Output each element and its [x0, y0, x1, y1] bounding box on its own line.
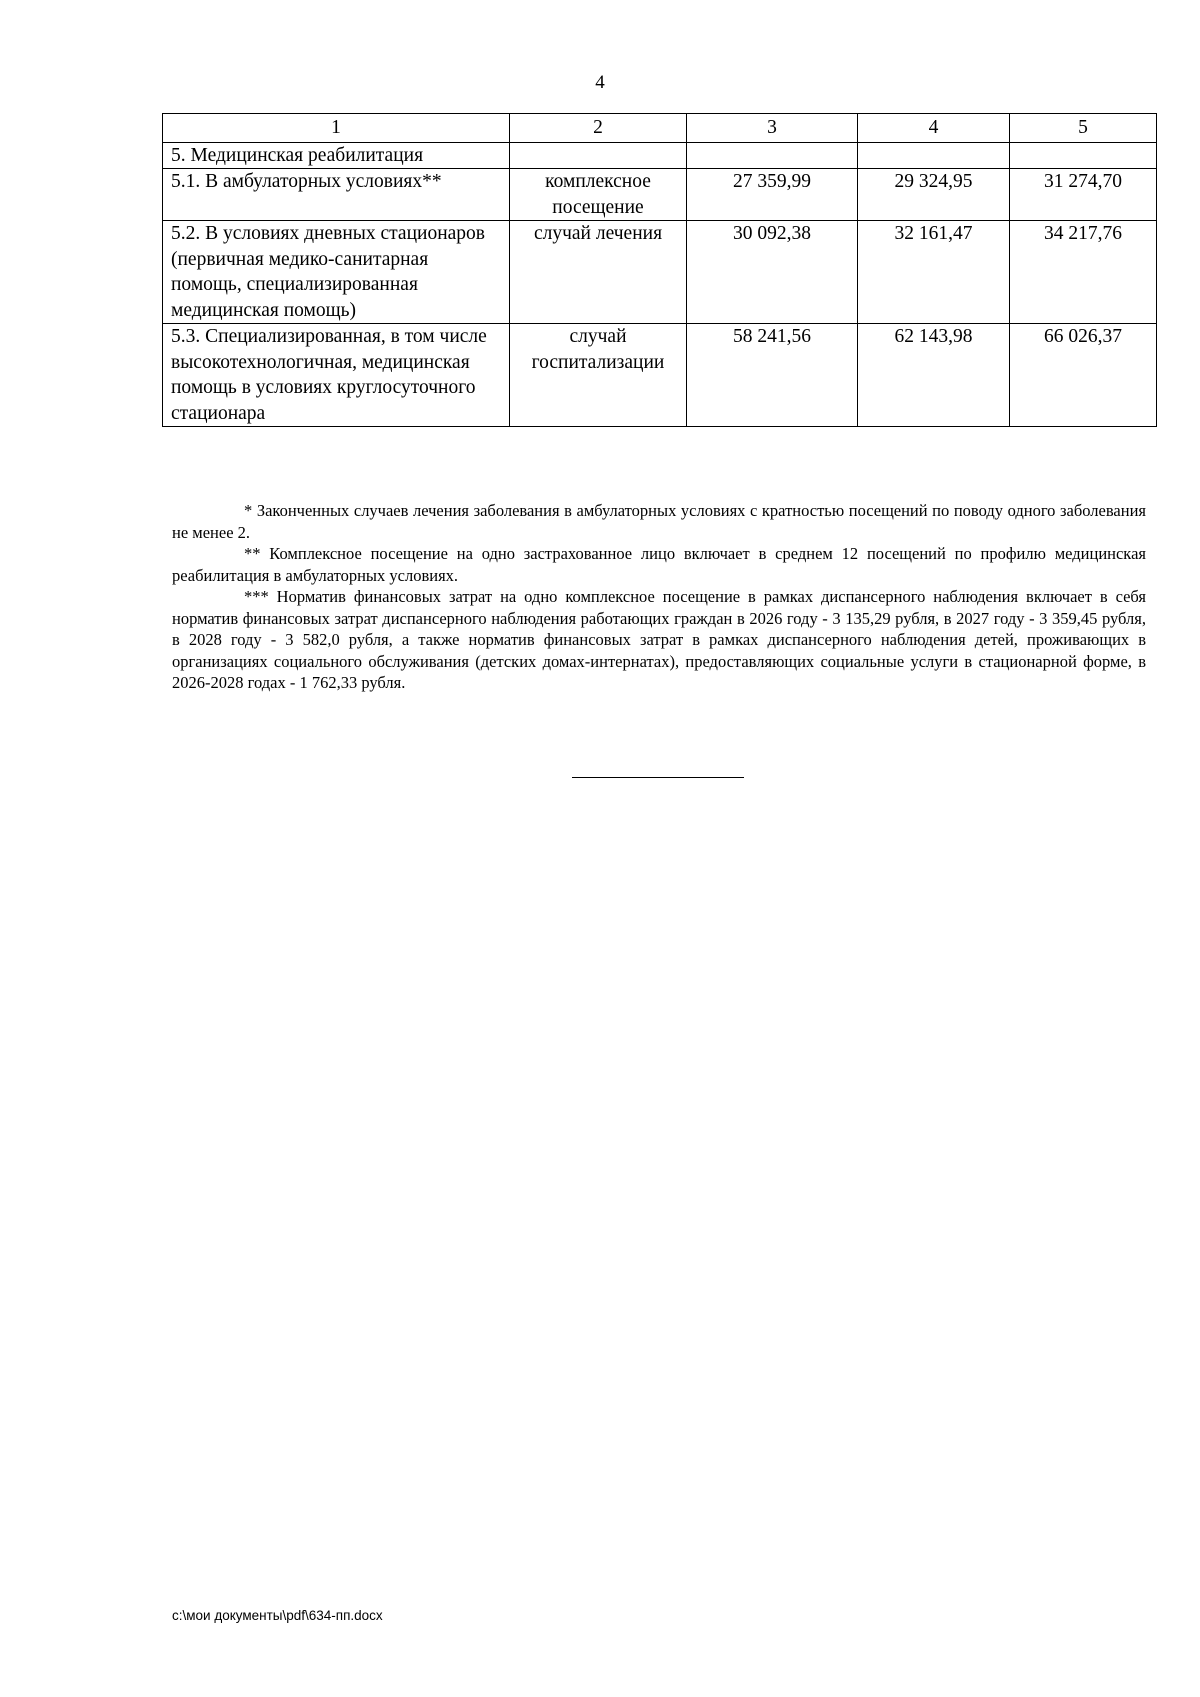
row-value-cell: 58 241,56 [687, 324, 858, 427]
row-value-cell: 30 092,38 [687, 221, 858, 324]
table-header-cell: 4 [858, 114, 1010, 143]
row-value-cell [1010, 142, 1157, 169]
row-value-cell: 27 359,99 [687, 169, 858, 221]
row-value-cell [858, 142, 1010, 169]
row-name-cell: 5.1. В амбулаторных условиях** [163, 169, 510, 221]
table-row [163, 324, 1157, 427]
table-header-cell: 3 [687, 114, 858, 143]
row-value-cell: 62 143,98 [858, 324, 1010, 427]
row-value-cell: 32 161,47 [858, 221, 1010, 324]
footnote-1: * Законченных случаев лечения заболевания в амбулаторных условиях с кратностью посещений по поводу одного заболевания не менее 2. [172, 501, 1146, 542]
row-value-cell: 29 324,95 [858, 169, 1010, 221]
page-number: 4 [595, 72, 605, 93]
row-name-cell: 5.3. Специализированная, в том числе высокотехнологичная, медицинская помощь в условиях круглосуточного стационара [163, 324, 510, 427]
table-header-cell: 5 [1010, 114, 1157, 143]
file-path-footer: c:\мои документы\pdf\634-пп.docx [172, 1608, 383, 1623]
footnote-2: ** Комплексное посещение на одно застрахованное лицо включает в среднем 12 посещений по профилю медицинская реабилитация в амбулаторных условиях. [172, 544, 1146, 585]
row-unit-cell: случай лечения [510, 221, 687, 324]
row-value-cell [687, 142, 858, 169]
table-row [163, 142, 1157, 169]
row-unit-cell [510, 142, 687, 169]
row-value-cell: 66 026,37 [1010, 324, 1157, 427]
table-row [163, 169, 1157, 221]
row-name-cell: 5.2. В условиях дневных стационаров (первичная медико-санитарная помощь, специализированная медицинская помощь) [163, 221, 510, 324]
row-unit-cell: комплексное посещение [510, 169, 687, 221]
table-header-cell: 2 [510, 114, 687, 143]
footnotes [172, 500, 1146, 694]
row-name-cell: 5. Медицинская реабилитация [163, 142, 510, 169]
table-header-row [163, 114, 1157, 143]
row-value-cell: 31 274,70 [1010, 169, 1157, 221]
table-row [163, 221, 1157, 324]
end-divider-line [572, 777, 744, 778]
row-unit-cell: случай госпитализации [510, 324, 687, 427]
footnote-3: *** Норматив финансовых затрат на одно комплексное посещение в рамках диспансерного наблюдения включает в себя норматив финансовых затрат диспансерного наблюдения работающих граждан в 2026 году - 3 135,29 рубля, в 2027 году - 3 359,45 рубля, в 2028 году - 3 582,0 рубля, а также норматив финансовых затрат в рамках диспансерного наблюдения детей, проживающих в организациях социального обслуживания (детских домах-интернатах), предоставляющих социальные услуги в стационарной форме, в 2026-2028 годах - 1 762,33 рубля. [172, 587, 1146, 692]
table-header-cell: 1 [163, 114, 510, 143]
row-value-cell: 34 217,76 [1010, 221, 1157, 324]
financial-norms-table [162, 113, 1157, 427]
